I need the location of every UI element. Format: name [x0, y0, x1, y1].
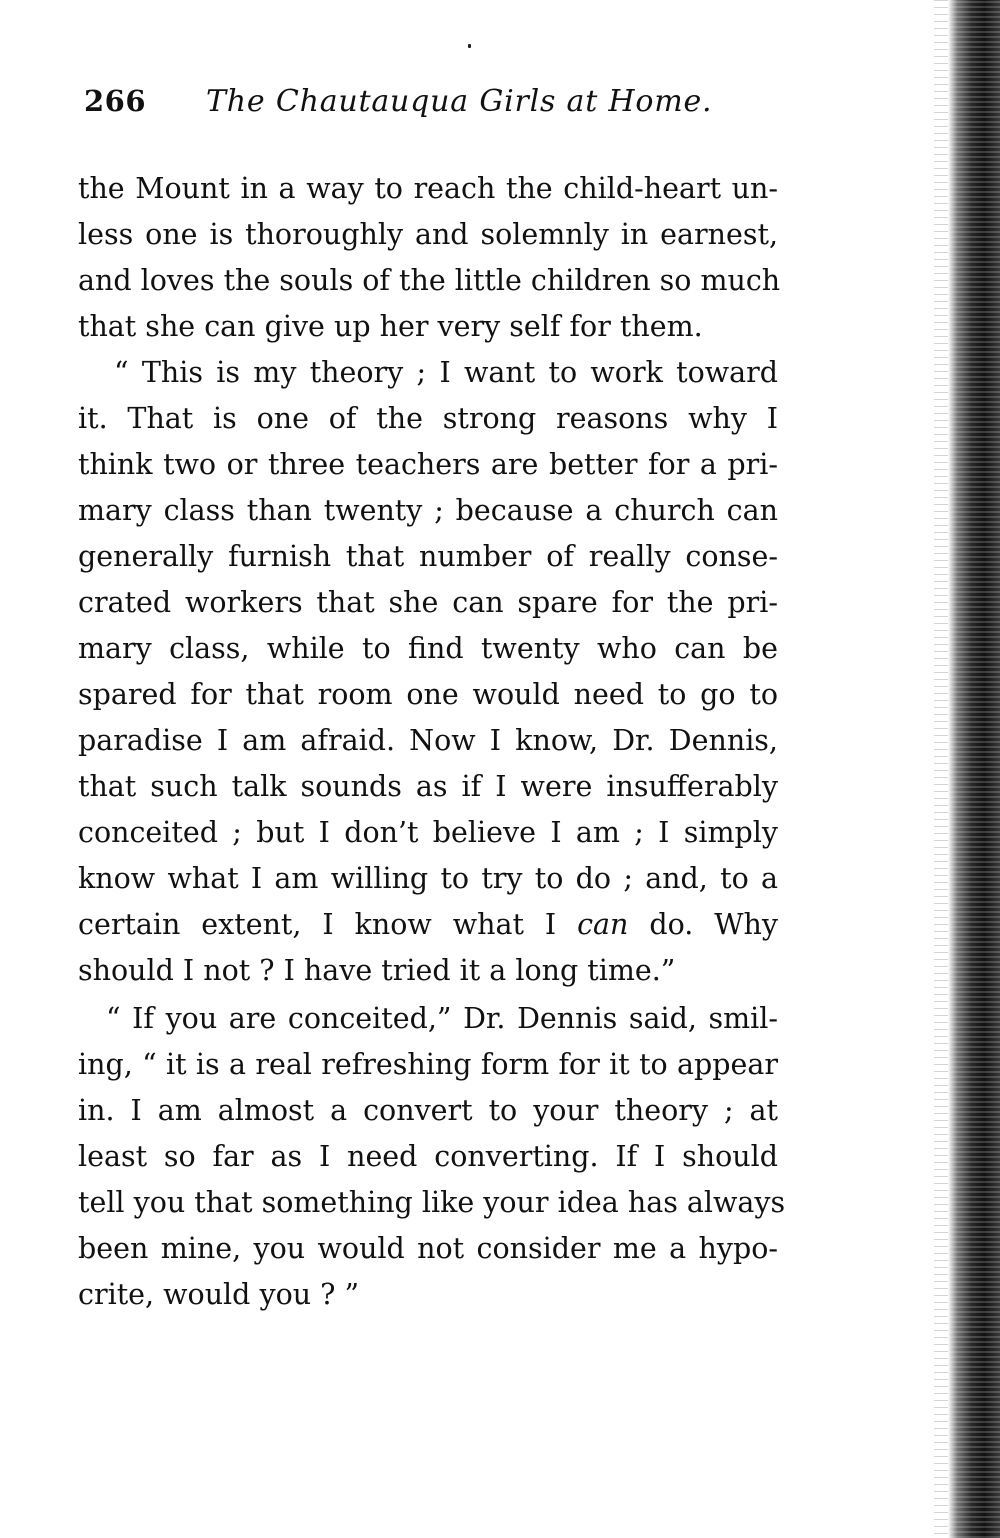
- paragraph-start-line: “ If you are conceited,” Dr. Dennis said, smil-: [106, 1002, 778, 1035]
- text-line: ing, “ it is a real refreshing form for it to appear: [78, 1048, 778, 1081]
- text-line: mary class than twenty ; because a church can: [78, 494, 778, 527]
- text-line: paradise I am afraid. Now I know, Dr. Dennis,: [78, 724, 778, 757]
- text-line: that such talk sounds as if I were insufferably: [78, 770, 778, 803]
- text-segment: do. Why: [649, 908, 778, 941]
- ink-speck: [468, 44, 471, 48]
- text-line: crite, would you ? ”: [78, 1278, 360, 1311]
- text-line: least so far as I need converting. If I should: [78, 1140, 778, 1173]
- text-line: less one is thoroughly and solemnly in earnest,: [78, 218, 778, 251]
- text-line: the Mount in a way to reach the child-heart un-: [78, 172, 778, 205]
- text-line: that she can give up her very self for them.: [78, 310, 703, 343]
- text-line: crated workers that she can spare for the pri-: [78, 586, 778, 619]
- page-header: [84, 84, 724, 134]
- page-number: 266: [84, 84, 147, 118]
- text-line: generally furnish that number of really conse-: [78, 540, 778, 573]
- text-line-with-italic: [78, 902, 778, 948]
- body-text: [78, 166, 786, 1318]
- text-segment: certain extent, I know what I: [78, 908, 557, 941]
- paragraph-start-line: “ This is my theory ; I want to work toward: [114, 356, 778, 389]
- running-title: The Chautauqua Girls at Home.: [206, 84, 713, 119]
- text-line: been mine, you would not consider me a hypo-: [78, 1232, 778, 1265]
- text-line: it. That is one of the strong reasons why I: [78, 402, 778, 435]
- text-line: in. I am almost a convert to your theory ; at: [78, 1094, 778, 1127]
- text-line: think two or three teachers are better for a pri-: [78, 448, 778, 481]
- text-line: tell you that something like your idea has always: [78, 1186, 786, 1219]
- italic-emphasis: can: [577, 908, 629, 941]
- binding-shadow: [934, 0, 948, 1538]
- text-line: should I not ? I have tried it a long time.”: [78, 954, 676, 987]
- text-line: spared for that room one would need to go to: [78, 678, 778, 711]
- text-line: know what I am willing to try to do ; and, to a: [78, 862, 778, 895]
- binding-edge: [948, 0, 1000, 1538]
- text-line: conceited ; but I don’t believe I am ; I simply: [78, 816, 778, 849]
- text-line: mary class, while to find twenty who can be: [78, 632, 778, 665]
- text-line: and loves the souls of the little children so much: [78, 264, 781, 297]
